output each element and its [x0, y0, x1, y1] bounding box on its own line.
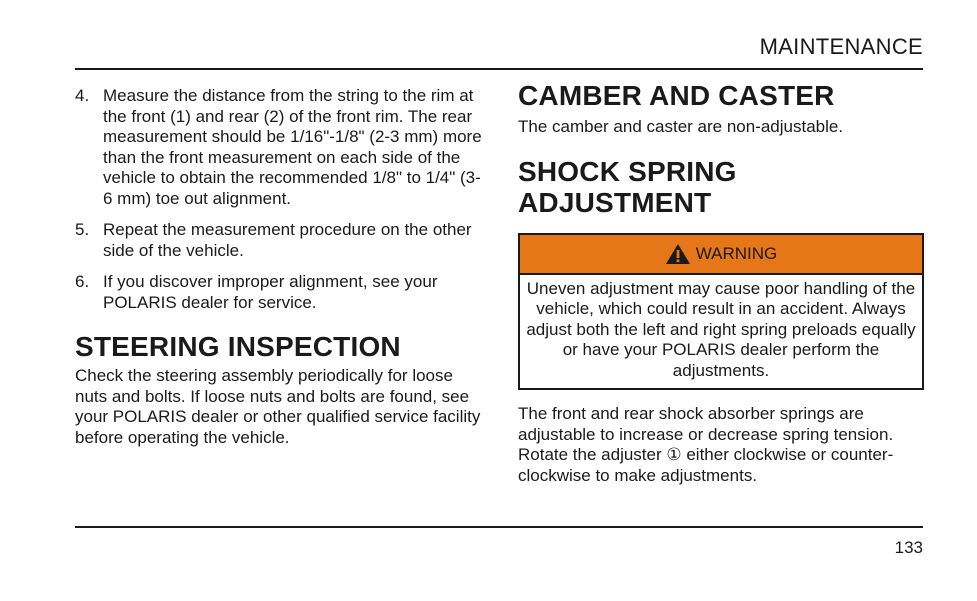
page-number: 133: [894, 538, 923, 557]
warning-box: [518, 233, 924, 391]
step-item: [75, 272, 485, 313]
shock-spring-text: The front and rear shock absorber springs are adjustable to increase or decrease spring tension. Rotate the adjuster ① either clockwise or counter-clockwise to make adjustments.: [518, 404, 894, 485]
shock-spring-heading: SHOCK SPRING ADJUSTMENT: [518, 155, 737, 218]
camber-caster-heading: CAMBER AND CASTER: [518, 80, 835, 111]
header-rule: [75, 68, 923, 70]
section-header: MAINTENANCE: [759, 34, 923, 59]
step-text: Measure the distance from the string to the rim at the front (1) and rear (2) of the front rim. The rear measurement should be 1/16"-1/8" (2-3 mm) more than the front measurement on each side of the vehicle to obtain the recommended 1/8" to 1/4" (3-6 mm) toe out alignment.: [103, 86, 482, 208]
warning-triangle-icon: [665, 243, 691, 265]
step-number: 5.: [75, 220, 90, 239]
camber-caster-text: The camber and caster are non-adjustable.: [518, 117, 844, 136]
steering-inspection-text: Check the steering assembly periodically for loose nuts and bolts. If loose nuts and bolts are found, see your POLARIS dealer or other qualified service facility before operating the vehicle.: [75, 366, 481, 447]
right-column: [518, 80, 924, 486]
step-item: [75, 220, 485, 261]
procedure-steps: [75, 86, 485, 313]
left-column: [75, 86, 485, 448]
warning-label: WARNING: [695, 243, 778, 263]
step-number: 4.: [75, 86, 90, 105]
steering-inspection-heading: STEERING INSPECTION: [75, 331, 401, 362]
step-item: [75, 86, 485, 209]
step-text: If you discover improper alignment, see your POLARIS dealer for service.: [103, 272, 438, 312]
step-text: Repeat the measurement procedure on the other side of the vehicle.: [103, 220, 472, 260]
footer-rule: [75, 526, 923, 528]
warning-header: [520, 235, 922, 275]
warning-text: Uneven adjustment may cause poor handling of the vehicle, which could result in an accident. Always adjust both the left and right spring preloads equally or have your POLARIS dealer perform the adjustments.: [526, 278, 916, 380]
step-number: 6.: [75, 272, 90, 291]
